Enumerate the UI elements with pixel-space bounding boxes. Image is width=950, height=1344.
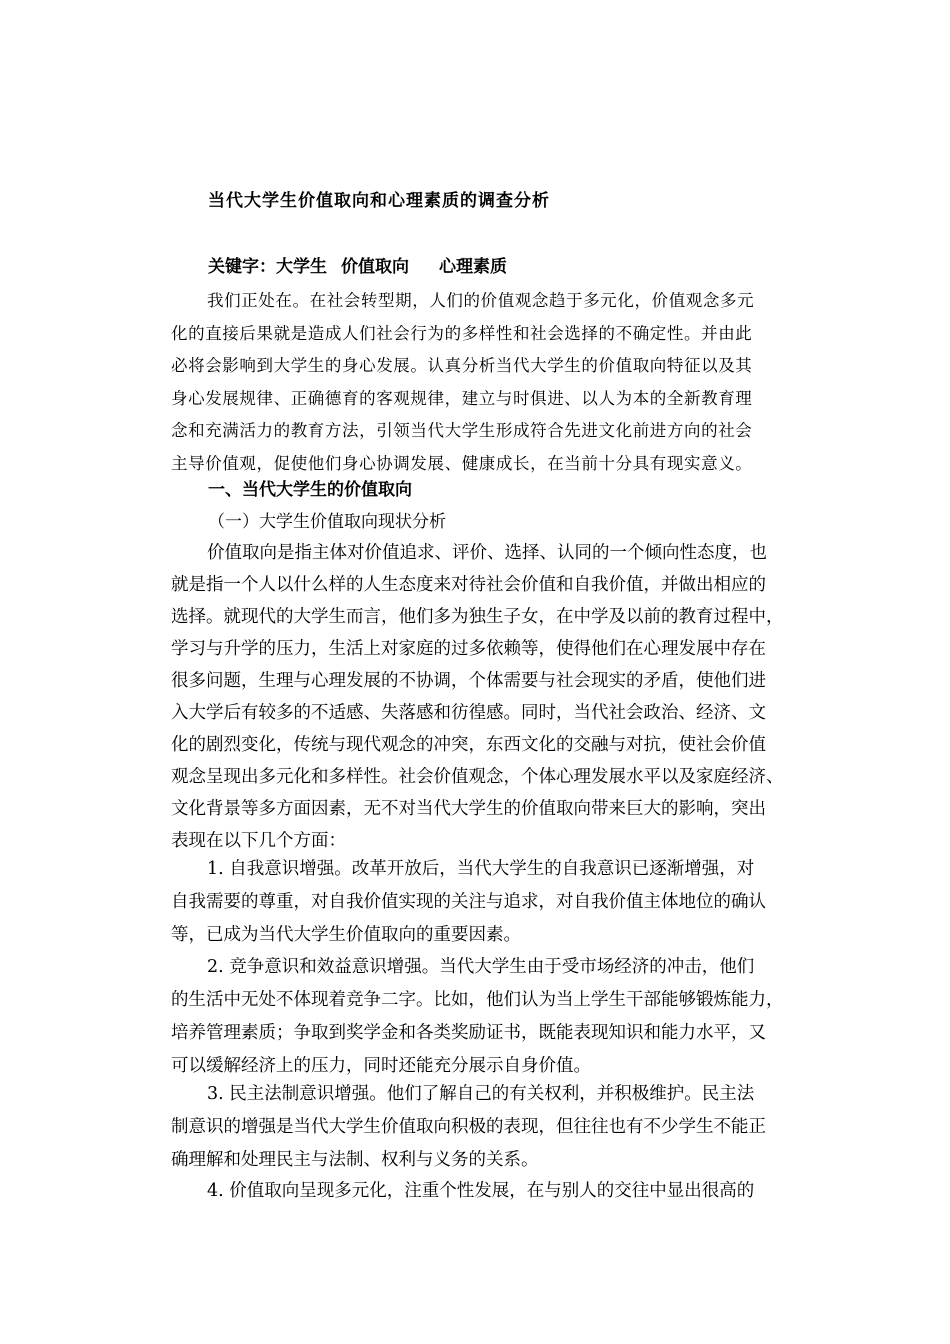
keywords-label: 关键字：大学生: [208, 257, 327, 277]
paragraph-line: 化的直接后果就是造成人们社会行为的多样性和社会选择的不确定性。并由此: [171, 323, 753, 343]
paragraph-line: 念和充满活力的教育方法，引领当代大学生形成符合先进文化前进方向的社会: [171, 421, 753, 440]
document-title: 当代大学生价值取向和心理素质的调查分析: [208, 191, 550, 211]
paragraph-line: 的生活中无处不体现着竞争二字。比如，他们认为当上学生干部能够锻炼能力，: [171, 990, 784, 1010]
section-heading: 一、当代大学生的价值取向: [208, 480, 412, 500]
list-item-competition: [171, 951, 831, 1083]
paragraph-line: 很多问题，生理与心理发展的不协调，个体需要与社会现实的矛盾，使他们进: [171, 671, 766, 691]
paragraph-line: 2. 竞争意识和效益意识增强。当代大学生由于受市场经济的冲击，他们: [207, 957, 755, 977]
paragraph-line: 主导价值观，促使他们身心协调发展、健康成长，在当前十分具有现实意义。: [171, 453, 753, 473]
paragraph-line: 可以缓解经济上的压力，同时还能充分展示自身价值。: [171, 1056, 591, 1076]
paragraph-line: 自我需要的尊重，对自我价值实现的关注与追求，对自我价值主体地位的确认: [171, 892, 766, 912]
paragraph-line: 表现在以下几个方面：: [171, 831, 346, 851]
keywords-line: [208, 252, 507, 277]
paragraph-line: 4. 价值取向呈现多元化，注重个性发展，在与别人的交往中显出很高的: [207, 1181, 755, 1201]
keyword-value-orientation: 价值取向: [341, 257, 409, 277]
paragraph-line: 必将会影响到大学生的身心发展。认真分析当代大学生的价值取向特征以及其: [171, 356, 753, 375]
paragraph-line: 3. 民主法制意识增强。他们了解自己的有关权利，并积极维护。民主法: [207, 1084, 755, 1104]
intro-paragraph: [171, 285, 831, 480]
paragraph-line: 文化背景等多方面因素，无不对当代大学生的价值取向带来巨大的影响，突出: [171, 799, 766, 819]
paragraph-line: 等，已成为当代大学生价值取向的重要因素。: [171, 925, 521, 945]
paragraph-line: 化的剧烈变化，传统与现代观念的冲突，东西文化的交融与对抗，使社会价值: [171, 735, 766, 755]
paragraph-line: 培养管理素质；争取到奖学金和各类奖励证书，既能表现知识和能力水平，又: [171, 1023, 766, 1043]
paragraph-line: 价值取向是指主体对价值追求、评价、选择、认同的一个倾向性态度，也: [207, 543, 767, 563]
paragraph-line: 身心发展规律、正确德育的客观规律，建立与时俱进、以人为本的全新教育理: [171, 388, 753, 408]
list-item-self-awareness: [171, 853, 831, 952]
paragraph-line: 确理解和处理民主与法制、权利与义务的关系。: [171, 1150, 539, 1170]
paragraph-line: 1. 自我意识增强。改革开放后，当代大学生的自我意识已逐渐增强，对: [207, 859, 755, 879]
list-item-diversity: [171, 1175, 831, 1208]
paragraph-line: 我们正处在。在社会转型期，人们的价值观念趋于多元化，价值观念多元: [207, 291, 755, 310]
paragraph-line: 入大学后有较多的不适感、失落感和彷徨感。同时，当代社会政治、经济、文: [171, 703, 766, 723]
paragraph-line: 观念呈现出多元化和多样性。社会价值观念，个体心理发展水平以及家庭经济、: [171, 767, 784, 787]
list-item-democracy-law: [171, 1078, 831, 1177]
keyword-psychological-quality: 心理素质: [439, 257, 507, 277]
subsection-heading: （一）大学生价值取向现状分析: [208, 512, 446, 532]
body-paragraph: [171, 537, 831, 857]
paragraph-line: 学习与升学的压力，生活上对家庭的过多依赖等，使得他们在心理发展中存在: [171, 639, 766, 659]
paragraph-line: 就是指一个人以什么样的人生态度来对待社会价值和自我价值，并做出相应的: [171, 575, 766, 595]
paragraph-line: 制意识的增强是当代大学生价值取向积极的表现，但往往也有不少学生不能正: [171, 1117, 766, 1137]
paragraph-line: 选择。就现代的大学生而言，他们多为独生子女，在中学及以前的教育过程中，: [171, 607, 784, 627]
